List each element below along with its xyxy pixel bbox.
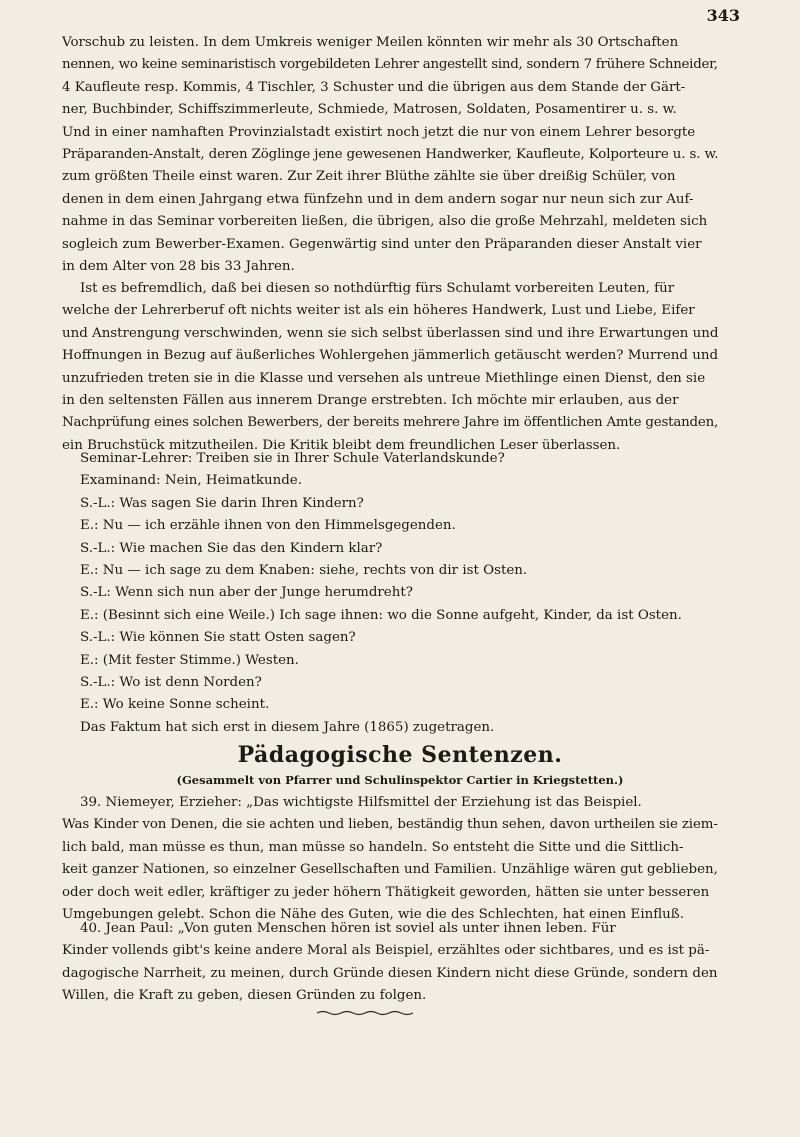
text-line: nennen, wo keine seminaristisch vorgebildeten Lehrer angestellt sind, sondern 7 frühere Schneider, <box>62 57 718 73</box>
text-line: ner, Buchbinder, Schiffszimmerleute, Schmiede, Matrosen, Soldaten, Posamentirer u. s. w. <box>62 102 677 118</box>
paragraph-teacher-profession <box>62 278 718 457</box>
page-number: 343 <box>706 6 740 25</box>
dialogue-line: E.: Nu — ich sage zu dem Knaben: siehe, rechts von dir ist Osten. <box>80 563 528 579</box>
text-line: Präparanden-Anstalt, deren Zöglinge jene gewesenen Handwerker, Kaufleute, Kolporteure u. s. w. <box>62 147 718 163</box>
text-line: denen in dem einen Jahrgang etwa fünfzehn und in dem andern sogar nur neun sich zur Auf- <box>62 191 694 207</box>
text-line: zum größten Theile einst waren. Zur Zeit ihrer Blüthe zählte sie über dreißig Schüler, von <box>62 169 676 185</box>
text-line: und Anstrengung verschwinden, wenn sie sich selbst überlassen sind und ihre Erwartungen und <box>62 325 718 341</box>
text-line: dagogische Narrheit, zu meinen, durch Gründe diesen Kindern nicht diese Gründe, sondern den <box>62 965 718 981</box>
section-subtitle: (Gesammelt von Pfarrer und Schulinspektor Cartier in Kriegstetten.) <box>176 773 624 787</box>
dialogue-line: E.: (Mit fester Stimme.) Westen. <box>80 652 299 668</box>
text-line: keit ganzer Nationen, so einzelner Gesellschaften und Familien. Unzählige wären gut geblieben, <box>62 862 718 878</box>
text-line: sogleich zum Bewerber-Examen. Gegenwärtig sind unter den Präparanden dieser Anstalt vier <box>62 236 702 252</box>
exam-dialogue <box>62 448 718 739</box>
text-line: 40. Jean Paul: „Von guten Menschen hören ist soviel als unter ihnen leben. Für <box>80 921 616 936</box>
text-line: Und in einer namhaften Provinzialstadt existirt noch jetzt die nur von einem Lehrer besorgte <box>62 124 696 140</box>
text-line: Ist es befremdlich, daß bei diesen so nothdürftig fürs Schulamt vorbereiten Leuten, für <box>80 281 675 296</box>
text-line: ein Bruchstück mitzutheilen. Die Kritik bleibt dem freundlichen Leser überlassen. <box>62 437 621 453</box>
text-line: oder doch weit edler, kräftiger zu jeder höhern Thätigkeit geworden, hätten sie unter besseren <box>62 884 710 900</box>
text-line: in den seltensten Fällen aus innerem Drange erstrebten. Ich möchte mir erlauben, aus der <box>62 393 679 409</box>
text-line: 39. Niemeyer, Erzieher: „Das wichtigste Hilfsmittel der Erziehung ist das Beispiel. <box>80 795 642 810</box>
dialogue-line: S.-L.: Wie können Sie statt Osten sagen? <box>80 630 356 646</box>
paragraph-schoolmasters <box>62 32 718 278</box>
text-line: Umgebungen gelebt. Schon die Nähe des Guten, wie die des Schlechten, hat einen Einfluß. <box>62 907 684 923</box>
dialogue-line: Das Faktum hat sich erst in diesem Jahre (1865) zugetragen. <box>80 719 495 735</box>
dialogue-line: E.: Wo keine Sonne scheint. <box>80 697 270 713</box>
dialogue-line: E.: Nu — ich erzähle ihnen von den Himmelsgegenden. <box>80 518 456 534</box>
text-line: 4 Kaufleute resp. Kommis, 4 Tischler, 3 Schuster und die übrigen aus dem Stande der Gärt- <box>62 79 686 95</box>
end-ornament-rule <box>315 1010 415 1016</box>
dialogue-line: S.-L.: Wo ist denn Norden? <box>80 675 262 691</box>
text-line: Kinder vollends gibt's keine andere Moral als Beispiel, erzähltes oder sichtbares, und es ist pä- <box>62 943 710 959</box>
dialogue-line: S.-L.: Wie machen Sie das den Kindern klar? <box>80 540 383 556</box>
sentence-39 <box>62 792 718 926</box>
text-line: Hoffnungen in Bezug auf äußerliches Wohlergehen jämmerlich getäuscht werden? Murrend und <box>62 348 718 364</box>
text-line: Was Kinder von Denen, die sie achten und lieben, beständig thun sehen, davon urtheilen sie ziem- <box>62 817 718 833</box>
text-line: nahme in das Seminar vorbereiten ließen, die übrigen, also die große Mehrzahl, meldeten sich <box>62 214 708 230</box>
text-line: Willen, die Kraft zu geben, diesen Gründen zu folgen. <box>62 988 427 1004</box>
text-line: lich bald, man müsse es thun, man müsse so handeln. So entsteht die Sitte und die Sittlich- <box>62 839 684 855</box>
text-line: Nachprüfung eines solchen Bewerbers, der bereits mehrere Jahre im öffentlichen Amte gestanden, <box>62 415 718 431</box>
dialogue-line: S.-L.: Was sagen Sie darin Ihren Kindern? <box>80 495 364 511</box>
dialogue-line: S.-L: Wenn sich nun aber der Junge herumdreht? <box>80 585 413 601</box>
sentence-40 <box>62 918 718 1008</box>
dialogue-line: Examinand: Nein, Heimatkunde. <box>80 473 302 489</box>
text-line: Vorschub zu leisten. In dem Umkreis weniger Meilen könnten wir mehr als 30 Ortschaften <box>62 35 679 50</box>
text-line: unzufrieden treten sie in die Klasse und versehen als untreue Miethlinge einen Dienst, den sie <box>62 370 706 386</box>
dialogue-line: E.: (Besinnt sich eine Weile.) Ich sage ihnen: wo die Sonne aufgeht, Kinder, da ist Osten. <box>80 607 682 623</box>
dialogue-line: Seminar-Lehrer: Treiben sie in Ihrer Schule Vaterlandskunde? <box>80 451 505 466</box>
text-line: welche der Lehrerberuf oft nichts weiter ist als ein höheres Handwerk, Lust und Liebe, Eifer <box>62 303 695 319</box>
text-line: in dem Alter von 28 bis 33 Jahren. <box>62 259 295 275</box>
section-title: Pädagogische Sentenzen. <box>237 742 563 768</box>
